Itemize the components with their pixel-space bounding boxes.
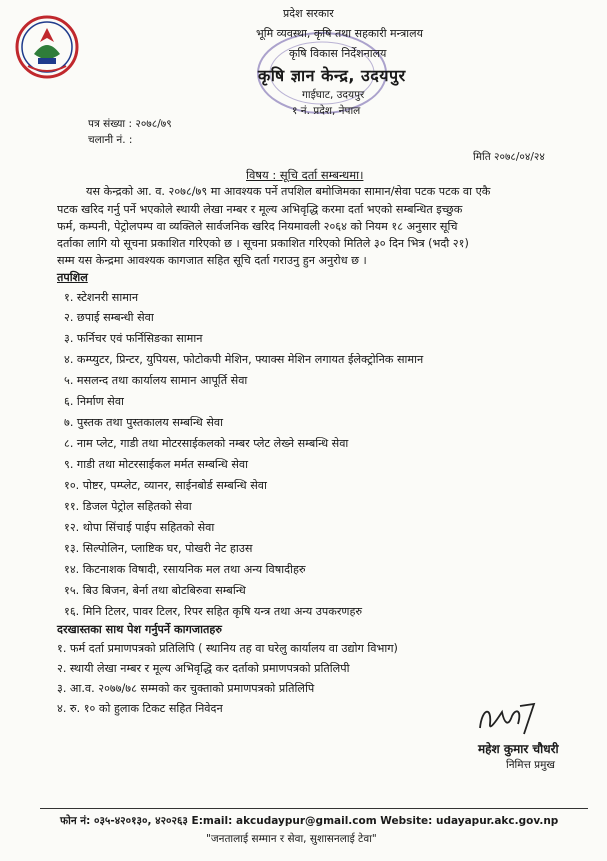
tapashil-item: २. छपाई सम्बन्धी सेवा [64,311,154,324]
document-item: २. स्थायी लेखा नम्बर र मूल्य अभिवृद्धि कर दर्ताको प्रमाणपत्रको प्रतिलिपी [57,662,350,675]
tapashil-item: १५. बिउ बिजन, बेर्ना तथा बोटबिरुवा सम्बन्धि [64,584,246,597]
tapashil-item: ५. मसलन्द तथा कार्यालय सामान आपूर्ति सेवा [64,374,248,387]
office-name: कृषि ज्ञान केन्द्र, उदयपुर [258,66,406,85]
document-item: ३. आ.व. २०७७/७८ सम्मको कर चुक्ताको प्रमाणपत्रको प्रतिलिपि [57,682,315,695]
signatory-title: निमित्त प्रमुख [506,759,555,771]
tapashil-item: ११. डिजल पेट्रोल सहितको सेवा [64,500,192,513]
document-item: ४. रु. १० को हुलाक टिकट सहित निवेदन [57,702,223,715]
nepal-emblem-icon [14,14,80,80]
tapashil-item: १०. पोष्टर, पम्प्लेट, व्यानर, साईनबोर्ड सम्बन्धि सेवा [64,479,267,492]
tapashil-item: १६. मिनि टिलर, पावर टिलर, रिपर सहित कृषि यन्त्र तथा अन्य उपकरणहरु [64,605,363,618]
signature-scribble-icon [474,698,544,742]
body-line-4: दर्ताका लागि यो सूचना प्रकाशित गरिएको छ । सूचना प्रकाशित गरिएको मितिले ३० दिन भित्र (भदौ २१) [57,237,469,250]
tapashil-item: ८. नाम प्लेट, गाडी तथा मोटरसाईकलको नम्बर प्लेट लेख्ने सम्बन्धि सेवा [64,437,349,450]
header-line-pradesh: प्रदेश सरकार [283,7,334,20]
tapashil-item: ६. निर्माण सेवा [64,395,124,408]
subject-line: विषय : सूचि दर्ता सम्बन्धमा। [246,168,364,182]
tapashil-item: १३. सिल्पोलिन, प्लाष्टिक घर, पोखरी नेट हाउस [64,542,253,555]
tapashil-item: ७. पुस्तक तथा पुस्तकालय सम्बन्धि सेवा [64,416,224,429]
footer-slogan: "जनतालाई सम्मान र सेवा, सुशासनलाई टेवा" [206,833,377,845]
header-line-address: गाईघाट, उदयपुर [302,89,365,101]
dispatch-number: चलानी नं. : [88,134,133,146]
documents-heading: दरखास्तका साथ पेश गर्नुपर्ने कागजातहरु [57,623,223,636]
header-line-ministry: भूमि व्यवस्था, कृषि तथा सहकारी मन्त्रालय [256,27,423,40]
letter-number: पत्र संख्या : २०७८/७९ [88,118,172,130]
body-line-1: यस केन्द्रको आ. व. २०७८/७९ मा आवश्यक पर्ने तपशिल बमोजिमका सामान/सेवा पटक पटक वा एकै [86,185,491,198]
body-line-3: फर्म, कम्पनी, पेट्रोलपम्प वा व्यक्तिले सार्वजनिक खरिद नियमावली २०६४ को नियम १८ अनुसार सूचि [57,220,458,233]
letter-date: मिति २०७८/०४/२४ [473,151,545,163]
header-line-province: १ नं. प्रदेश, नेपाल [292,105,361,117]
footer-divider [40,808,588,809]
tapashil-item: ९. गाडी तथा मोटरसाईकल मर्मत सम्बन्धि सेवा [64,458,249,471]
body-line-2: पटक खरिद गर्नु पर्ने भएकोले स्थायी लेखा नम्बर र मूल्य अभिवृद्धि करमा दर्ता भएको सम्बन्धित इच्छुक [57,203,463,216]
signatory-name: महेश कुमार चौधरी [478,742,559,756]
tapashil-item: १४. किटनाशक विषादी, रसायनिक मल तथा अन्य विषादीहरु [64,563,306,576]
tapashil-item: ३. फर्निचर एवं फर्निसिङका सामान [64,332,203,345]
document-item: १. फर्म दर्ता प्रमाणपत्रको प्रतिलिपि ( स्थानिय तह वा घरेलु कार्यालय वा उद्योग विभाग) [57,642,398,655]
tapashil-item: १. स्टेशनरी सामान [64,291,139,304]
tapashil-item: ४. कम्प्युटर, प्रिन्टर, युपियस, फोटोकपी मेशिन, फ्याक्स मेशिन लगायत ईलेक्ट्रोनिक सामान [64,353,424,366]
body-line-5: सम्म यस केन्द्रमा आवश्यक कागजात सहित सूचि दर्ता गराउनु हुन अनुरोध छ । [57,254,367,267]
footer-contact: फोन नं: ०३५-४२०१३०, ४२०२६३ E:mail: akcudaypur@gmail.com Website: udayapur.akc.gov.np [60,815,559,827]
tapashil-heading: तपशिल [57,271,88,284]
header-line-directorate: कृषि विकास निर्देशनालय [289,47,387,60]
tapashil-item: १२. थोपा सिंचाई पाईप सहितको सेवा [64,521,215,534]
